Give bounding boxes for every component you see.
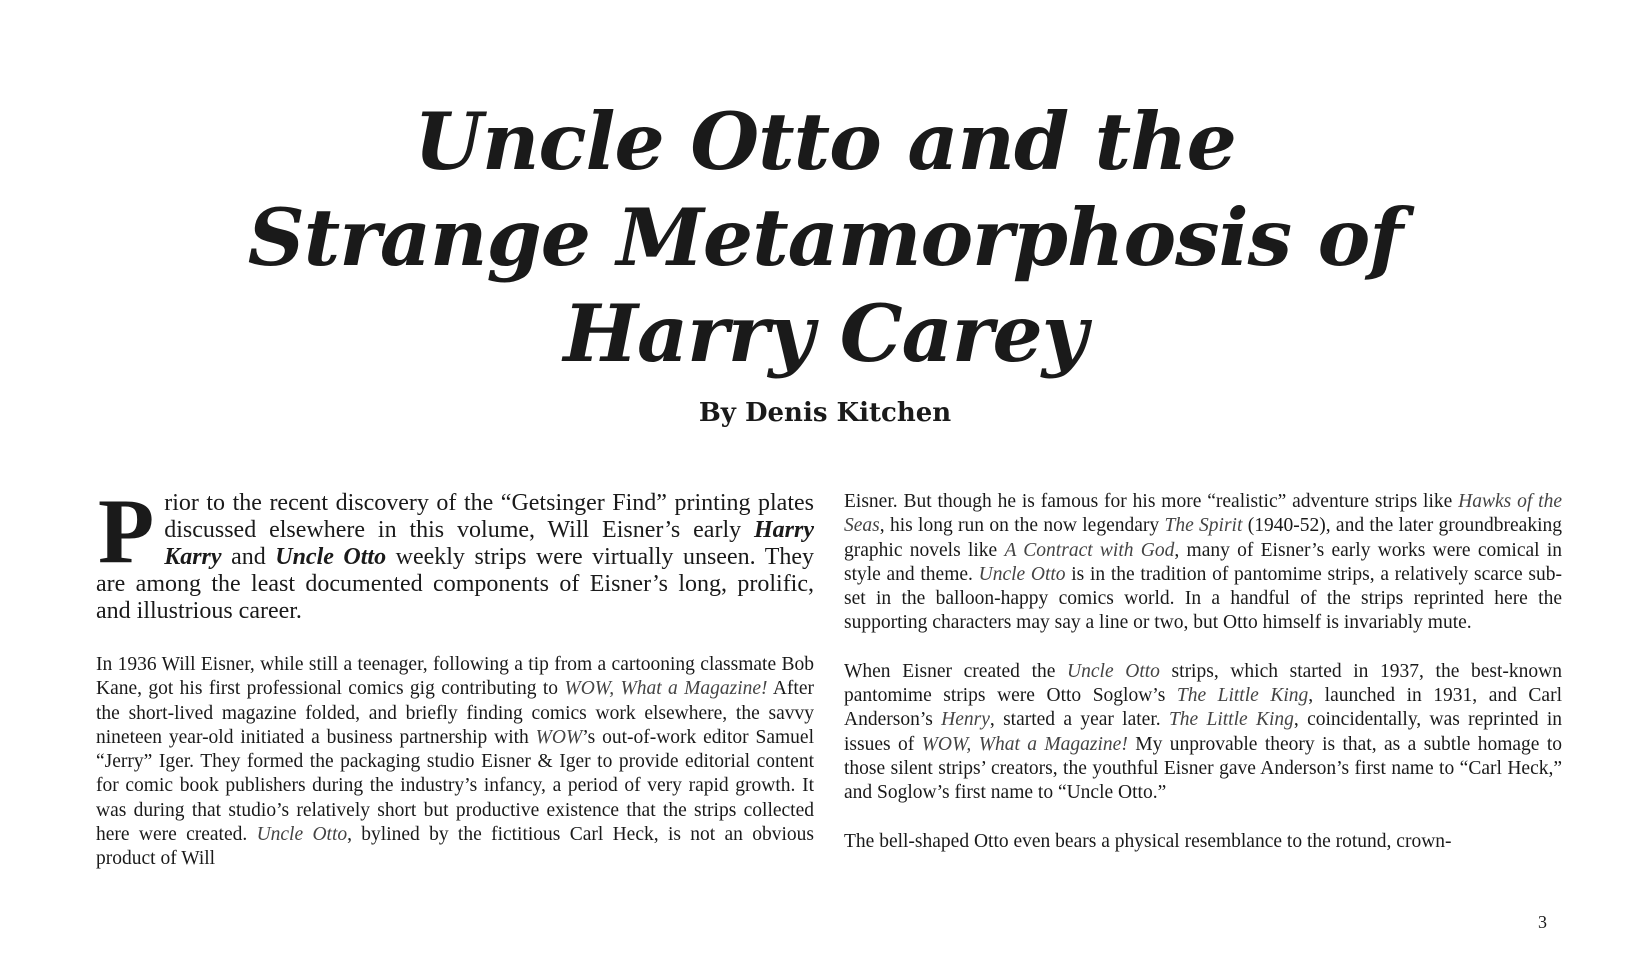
body-text: ’s out-of-work editor Samuel “Jerry” Iger. They formed the packaging studio Eisner & Iger to provide editorial content for comic book publishers during the industry’s infancy, a period of very rapid growth. It was during that studio’s relatively short but productive existence that the strips collected here were created. (96, 726, 814, 846)
body-italic: WOW, What a Magazine! (564, 678, 768, 700)
body-text: , started a year later. (989, 709, 1169, 731)
title-line-1: Uncle Otto and the (414, 95, 1236, 188)
body-italic: WOW (535, 726, 583, 748)
drop-cap: P (98, 480, 155, 582)
lead-paragraph (96, 480, 814, 625)
body-text: , coincidentally, was reprinted in issues of (844, 709, 1562, 755)
body-italic: Uncle Otto (1067, 660, 1160, 682)
body-italic: The Spirit (1164, 515, 1243, 537)
body-text: strips, which started in 1937, the best-known pantomime strips were Otto Soglow’s (844, 660, 1563, 707)
body-text: , many of Eisner’s early works were comical in style and theme. (844, 539, 1562, 585)
page-number: 3 (1538, 912, 1547, 932)
left-column (96, 480, 814, 896)
right-column (844, 490, 1562, 878)
body-italic: Uncle Otto (978, 563, 1066, 585)
lead-title-uncle-otto: Uncle Otto (275, 544, 387, 570)
lead-title-harry-karry: Harry Karry (164, 517, 814, 570)
body-italic: The Little King (1168, 709, 1294, 731)
body-text: In 1936 Will Eisner, while still a teenager, following a tip from a cartooning classmate Bob Kane, got his first professional comics gig contributing to (96, 654, 814, 700)
body-paragraph-2 (844, 490, 1562, 636)
body-text: Eisner. But though he is famous for his more “realistic” adventure strips like (844, 491, 1459, 512)
body-paragraph-4 (844, 830, 1562, 854)
article-title (0, 94, 1650, 382)
title-line-3: Harry Carey (563, 287, 1087, 380)
body-text: The bell-shaped Otto even bears a physical resemblance to the rotund, crown- (844, 830, 1452, 852)
lead-text: and (221, 544, 276, 570)
body-text: After the short-lived magazine folded, and briefly finding comics work elsewhere, the savvy nineteen year-old initiated a business partnership with (96, 678, 814, 748)
body-text: My unprovable theory is that, as a subtle homage to those silent strips’ creators, the youthful Eisner gave Anderson’s first name to “Carl Heck,” and Soglow’s first name to “Uncle Otto.” (844, 733, 1562, 804)
lead-text: rior to the recent discovery of the “Getsinger Find” printing plates discussed elsewhere in this volume, Will Eisner’s early (164, 490, 814, 543)
body-text: , launched in 1931, and Carl Anderson’s (844, 685, 1562, 731)
byline: By Denis Kitchen (698, 398, 952, 428)
body-text: is in the tradition of pantomime strips, a relatively scarce sub-set in the balloon-happy comics world. In a handful of the strips reprinted here the supporting characters may say a line or two, but Otto himself is invariably mute. (844, 563, 1562, 634)
lead-text: weekly strips were virtually unseen. They are among the least documented components of Eisner’s long, prolific, and illustrious career. (96, 544, 814, 624)
body-italic: The Little King (1176, 685, 1309, 707)
body-text: , his long run on the now legendary (879, 515, 1165, 537)
body-italic: Hawks of the Seas (844, 491, 1562, 537)
body-text: , bylined by the fictitious Carl Heck, is not an obvious product of Will (96, 824, 814, 870)
body-italic: A Contract with God (1004, 539, 1175, 561)
body-paragraph-1 (96, 653, 814, 872)
body-text: When Eisner created the (844, 660, 1068, 682)
body-italic: Uncle Otto (256, 824, 348, 846)
title-line-2: Strange Metamorphosis of (247, 191, 1403, 284)
body-paragraph-3 (844, 660, 1562, 806)
body-text: (1940-52), and the later groundbreaking graphic novels like (844, 515, 1562, 561)
body-italic: WOW, What a Magazine! (921, 733, 1128, 755)
body-italic: Henry (941, 709, 990, 731)
